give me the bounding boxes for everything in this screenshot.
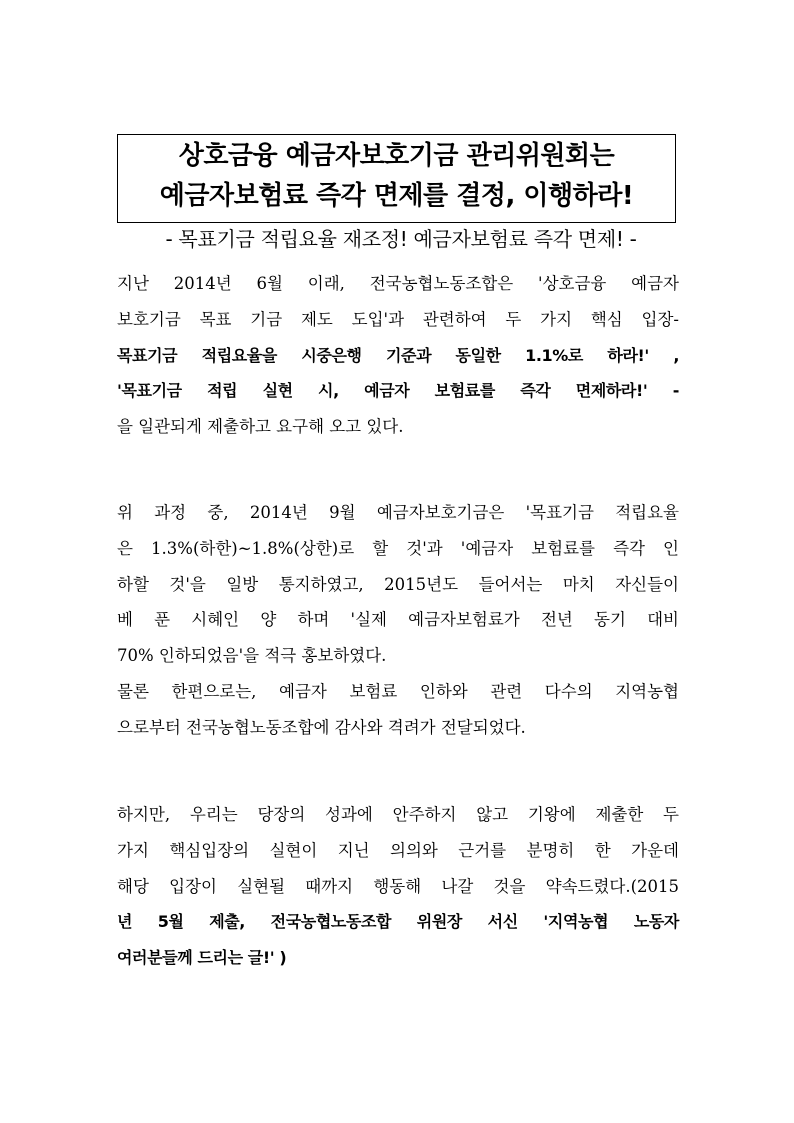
paragraph-2 [117, 495, 679, 746]
title-box [117, 134, 676, 223]
text-line: 가지 핵심입장의 실현이 지닌 의의와 근거를 분명히 한 가운데 [117, 840, 679, 860]
paragraph-3 [117, 797, 679, 976]
text-line: 보호기금 목표 기금 제도 도입'과 관련하여 두 가지 핵심 입장- [117, 309, 679, 329]
paragraph-1 [117, 266, 679, 445]
text-line-emphasis: '목표기금 적립 실현 시, 예금자 보험료를 즉각 면제하라!' - [117, 381, 679, 401]
text-line: 하할 것'을 일방 통지하였고, 2015년도 들어서는 마치 자신들이 [117, 574, 679, 594]
text-line-emphasis: 목표기금 적립요율을 시중은행 기준과 동일한 1.1%로 하라!' , [117, 345, 679, 365]
text-line: 지난 2014년 6월 이래, 전국농협노동조합은 '상호금융 예금자 [117, 274, 679, 293]
text-line: 베 푼 시혜인 양 하며 '실제 예금자보험료가 전년 동기 대비 [117, 610, 679, 630]
text-line: 위 과정 중, 2014년 9월 예금자보호기금은 '목표기금 적립요율 [117, 503, 679, 522]
text-line: 은 1.3%(하한)~1.8%(상한)로 할 것'과 '예금자 보험료를 즉각 인 [117, 538, 679, 558]
text-line-emphasis: 여러분들께 드리는 글!' ) [117, 948, 287, 968]
text-line: 물론 한편으로는, 예금자 보험료 인하와 관련 다수의 지역농협 [117, 681, 679, 701]
text-line: 70% 인하되었음'을 적극 홍보하였다. [117, 646, 387, 666]
title-line-2: 예금자보험료 즉각 면제를 결정, 이행하라! [159, 181, 634, 211]
text-line: 으로부터 전국농협노동조합에 감사와 격려가 전달되었다. [117, 717, 526, 737]
text-line: 해당 입장이 실현될 때까지 행동해 나갈 것을 약속드렸다.(2015 [117, 876, 679, 896]
subtitle: - 목표기금 적립요율 재조정! 예금자보험료 즉각 면제! - [165, 227, 637, 251]
title-line-1: 상호금융 예금자보호기금 관리위원회는 [178, 141, 615, 171]
text-line: 하지만, 우리는 당장의 성과에 안주하지 않고 기왕에 제출한 두 [117, 805, 679, 824]
text-line-emphasis: 년 5월 제출, 전국농협노동조합 위원장 서신 '지역농협 노동자 [117, 912, 679, 932]
text-line: 을 일관되게 제출하고 요구해 오고 있다. [117, 417, 404, 437]
